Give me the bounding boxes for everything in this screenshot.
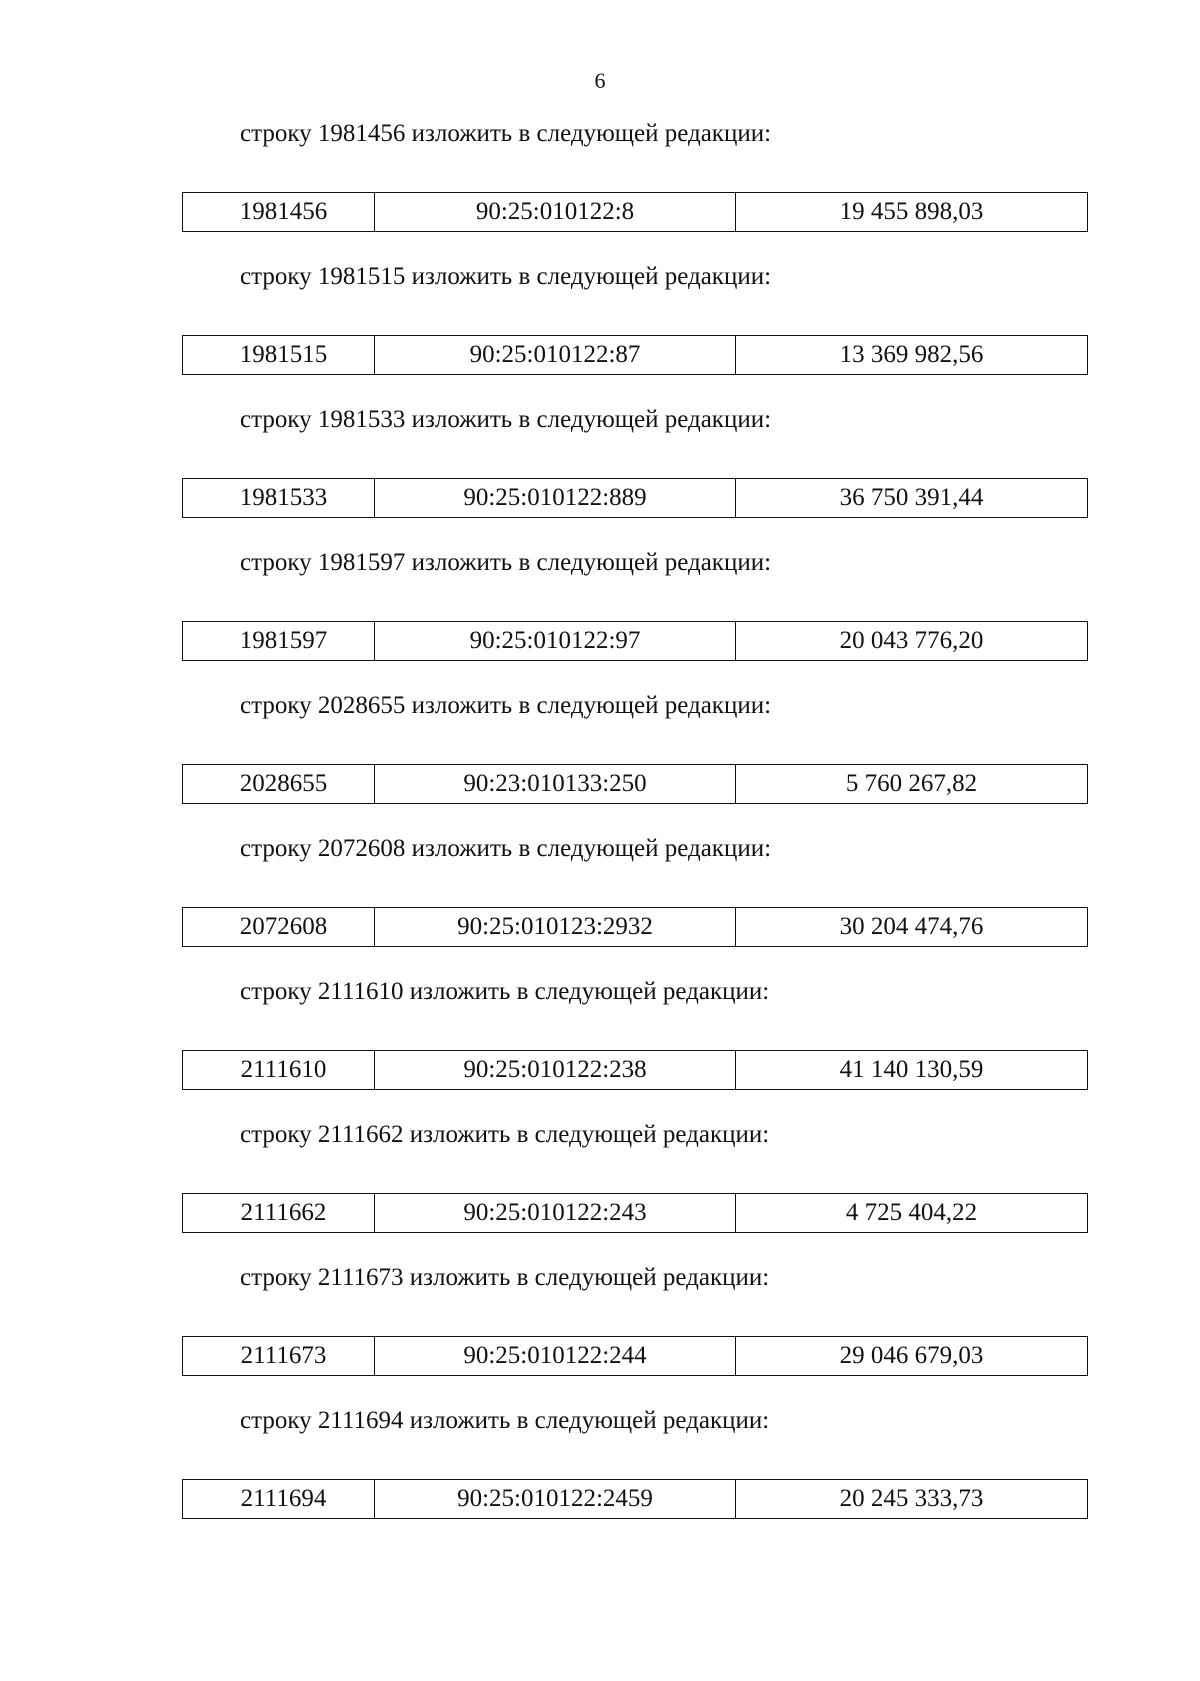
amendment-instruction: строку 2111673 изложить в следующей редакции: [240, 1264, 770, 1291]
page-number: 6 [594, 68, 606, 93]
table-row [182, 1336, 1088, 1376]
cadastral-value-cell: 19 455 898,03 [839, 198, 984, 225]
amendment-instruction: строку 2111694 изложить в следующей редакции: [240, 1407, 770, 1434]
row-id-cell: 2028655 [183, 765, 375, 803]
row-id-cell: 1981515 [183, 336, 375, 374]
cadastral-value-cell: 20 245 333,73 [839, 1485, 984, 1512]
amendment-entry [0, 1119, 1200, 1262]
cadastral-number-cell: 90:25:010122:238 [375, 1051, 736, 1089]
row-id-cell: 2072608 [183, 908, 375, 946]
row-id-cell: 2111673 [183, 1337, 375, 1375]
cadastral-value-cell: 36 750 391,44 [839, 484, 984, 511]
table-row [182, 621, 1088, 661]
table-row [182, 478, 1088, 518]
amendment-entry [0, 1405, 1200, 1548]
amendment-instruction: строку 2028655 изложить в следующей редакции: [240, 692, 772, 719]
amendment-entry [0, 547, 1200, 690]
amendment-entry [0, 261, 1200, 404]
amendment-instruction: строку 2072608 изложить в следующей редакции: [240, 835, 772, 862]
cadastral-number-cell: 90:25:010122:889 [375, 479, 736, 517]
cadastral-number-cell: 90:25:010123:2932 [375, 908, 736, 946]
amendment-instruction: строку 1981515 изложить в следующей редакции: [240, 263, 772, 290]
table-row [182, 1193, 1088, 1233]
row-id-cell: 1981456 [183, 193, 375, 231]
amendment-list [0, 118, 1200, 1548]
cadastral-number-cell: 90:23:010133:250 [375, 765, 736, 803]
table-row [182, 907, 1088, 947]
cadastral-value-cell: 29 046 679,03 [839, 1342, 984, 1369]
row-id-cell: 2111610 [183, 1051, 375, 1089]
row-id-cell: 1981597 [183, 622, 375, 660]
amendment-instruction: строку 2111662 изложить в следующей редакции: [240, 1121, 770, 1148]
row-id-cell: 2111694 [183, 1480, 375, 1518]
amendment-entry [0, 976, 1200, 1119]
cadastral-number-cell: 90:25:010122:8 [375, 193, 736, 231]
table-row [182, 192, 1088, 232]
table-row [182, 335, 1088, 375]
amendment-instruction: строку 2111610 изложить в следующей редакции: [240, 978, 770, 1005]
amendment-entry [0, 404, 1200, 547]
cadastral-value-cell: 5 760 267,82 [845, 770, 978, 797]
amendment-instruction: строку 1981533 изложить в следующей редакции: [240, 406, 772, 433]
cadastral-value-cell: 13 369 982,56 [839, 341, 984, 368]
amendment-entry [0, 1262, 1200, 1405]
table-row [182, 1050, 1088, 1090]
cadastral-number-cell: 90:25:010122:97 [375, 622, 736, 660]
cadastral-number-cell: 90:25:010122:244 [375, 1337, 736, 1375]
amendment-entry [0, 690, 1200, 833]
amendment-entry [0, 118, 1200, 261]
row-id-cell: 2111662 [183, 1194, 375, 1232]
cadastral-number-cell: 90:25:010122:87 [375, 336, 736, 374]
amendment-entry [0, 833, 1200, 976]
amendment-instruction: строку 1981456 изложить в следующей редакции: [240, 120, 772, 147]
cadastral-value-cell: 30 204 474,76 [839, 913, 984, 940]
cadastral-value-cell: 20 043 776,20 [839, 627, 984, 654]
table-row [182, 1479, 1088, 1519]
cadastral-value-cell: 4 725 404,22 [845, 1199, 978, 1226]
amendment-instruction: строку 1981597 изложить в следующей редакции: [240, 549, 772, 576]
cadastral-value-cell: 41 140 130,59 [839, 1056, 984, 1083]
cadastral-number-cell: 90:25:010122:2459 [375, 1480, 736, 1518]
cadastral-number-cell: 90:25:010122:243 [375, 1194, 736, 1232]
table-row [182, 764, 1088, 804]
row-id-cell: 1981533 [183, 479, 375, 517]
